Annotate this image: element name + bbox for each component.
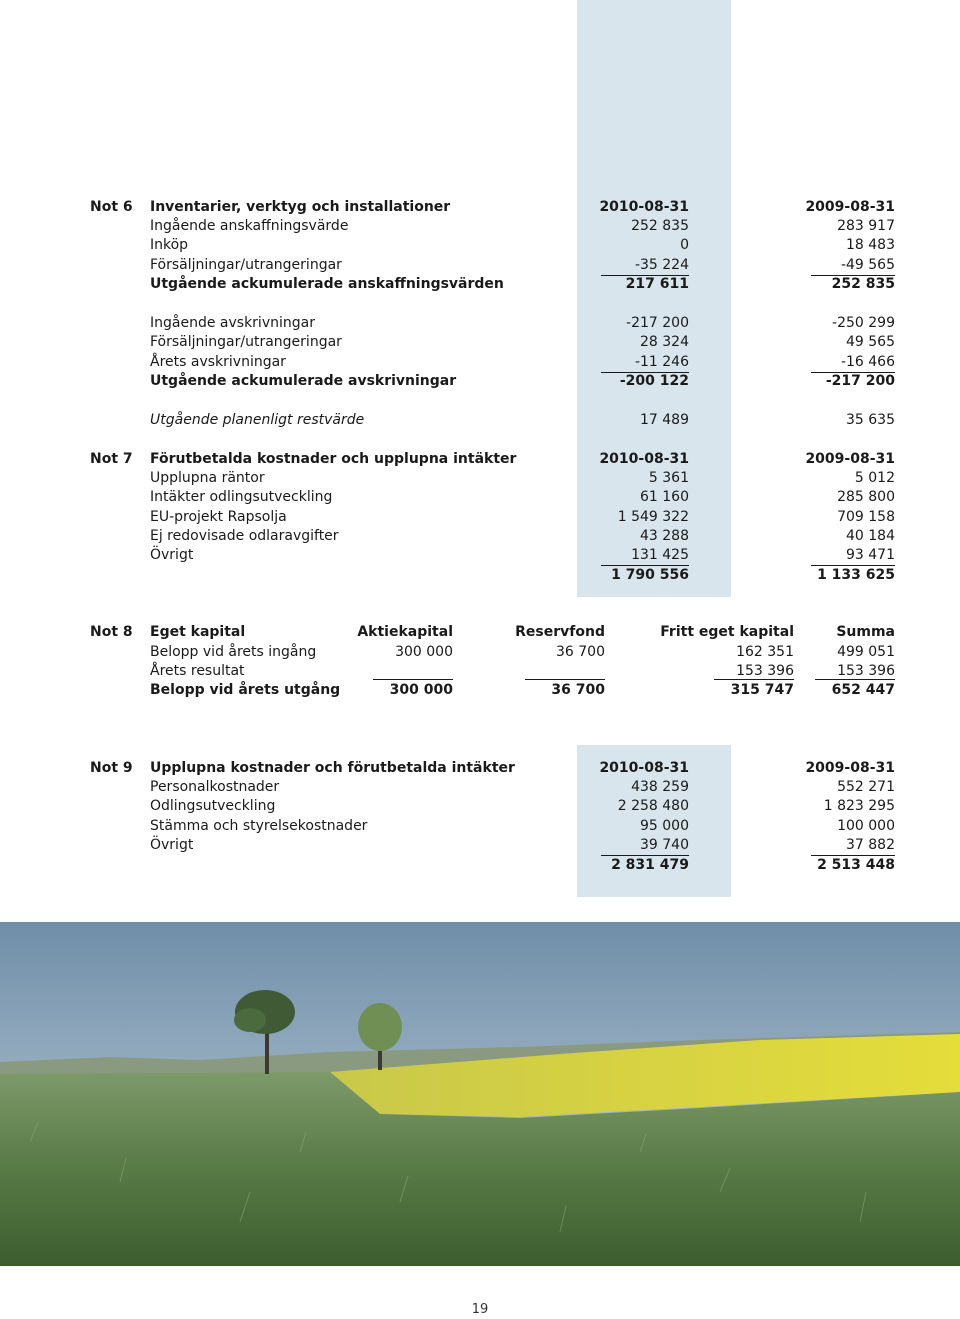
total-2009: 2 513 448: [817, 857, 895, 873]
subtotal-row: [0, 275, 960, 294]
value-2009: 252 835: [831, 276, 895, 292]
value-2010: -35 224: [601, 256, 689, 276]
column-header-2009: 2009-08-31: [805, 760, 895, 776]
row-label: Ej redovisade odlaravgifter: [150, 528, 339, 544]
value-summa: 499 051: [837, 644, 895, 660]
table-row: [0, 469, 960, 488]
table-row: [0, 817, 960, 836]
row-label: Intäkter odlingsutveckling: [150, 489, 333, 505]
row-label: Årets avskrivningar: [150, 354, 286, 370]
value-2010: 17 489: [640, 412, 689, 428]
total-2010: 1 790 556: [611, 567, 689, 583]
row-label: Övrigt: [150, 547, 194, 563]
table-row: [0, 236, 960, 255]
value-2010: -200 122: [619, 373, 689, 389]
row-label: EU-projekt Rapsolja: [150, 509, 287, 525]
sum-line: [714, 679, 794, 680]
value-2010: 438 259: [631, 779, 689, 795]
column-header-aktiekapital: Aktiekapital: [357, 624, 453, 640]
table-row: [0, 353, 960, 372]
total-row: [0, 681, 960, 700]
row-label: Försäljningar/utrangeringar: [150, 334, 342, 350]
sum-line: [815, 679, 895, 680]
value-2010: -217 200: [626, 315, 689, 331]
value-2010: 39 740: [601, 836, 689, 856]
table-row: [0, 546, 960, 565]
table-row: [0, 508, 960, 527]
value-2010: 217 611: [625, 276, 689, 292]
subtotal-row: [0, 372, 960, 391]
row-label: Ingående anskaffningsvärde: [150, 218, 349, 234]
row-label: Personalkostnader: [150, 779, 280, 795]
value-2009: 100 000: [837, 818, 895, 834]
value-2009: 40 184: [846, 528, 895, 544]
row-label: Ingående avskrivningar: [150, 315, 315, 331]
value-summa: 652 447: [831, 682, 895, 698]
value-2010: 43 288: [640, 528, 689, 544]
total-2010: 2 831 479: [611, 857, 689, 873]
landscape-photo: [0, 922, 960, 1266]
table-row: [0, 778, 960, 797]
note6-header-row: [0, 198, 960, 217]
value-2009: 285 800: [837, 489, 895, 505]
table-row: [0, 643, 960, 662]
row-label: Övrigt: [150, 837, 194, 853]
table-row: [0, 836, 960, 855]
table-row: [0, 256, 960, 275]
row-label: Utgående planenligt restvärde: [150, 412, 365, 428]
column-header-2010: 2010-08-31: [599, 199, 689, 215]
total-row: [0, 856, 960, 875]
row-label: Upplupna räntor: [150, 470, 265, 486]
column-header-reservfond: Reservfond: [515, 624, 605, 640]
note8-header-row: [0, 623, 960, 642]
value-2010: 131 425: [601, 546, 689, 566]
total-2009: 1 133 625: [817, 567, 895, 583]
table-row: [0, 488, 960, 507]
row-label: Stämma och styrelsekostnader: [150, 818, 368, 834]
value-2009: -250 299: [832, 315, 895, 331]
sum-line: [525, 679, 605, 680]
value-2009: 49 565: [846, 334, 895, 350]
note-title: Förutbetalda kostnader och upplupna intäkter: [150, 451, 517, 467]
value-2010: 95 000: [640, 818, 689, 834]
table-row: [0, 333, 960, 352]
table-row: [0, 217, 960, 236]
row-label: Utgående ackumulerade anskaffningsvärden: [150, 276, 504, 292]
note-label: Not 7: [90, 451, 133, 467]
total-row: [0, 566, 960, 585]
column-header-2010: 2010-08-31: [599, 760, 689, 776]
value-2009: -217 200: [825, 373, 895, 389]
value-2010: 252 835: [631, 218, 689, 234]
row-label: Årets resultat: [150, 663, 245, 679]
value-2009: 5 012: [854, 470, 895, 486]
value-2010: 61 160: [640, 489, 689, 505]
value-fritt-eget-kapital: 315 747: [730, 682, 794, 698]
table-row: [0, 797, 960, 816]
table-row: [0, 314, 960, 333]
note-label: Not 8: [90, 624, 133, 640]
note-label: Not 9: [90, 760, 133, 776]
row-label: Försäljningar/utrangeringar: [150, 257, 342, 273]
value-fritt-eget-kapital: 153 396: [736, 663, 794, 679]
sum-line: [373, 679, 453, 680]
value-2010: 0: [680, 237, 689, 253]
value-aktiekapital: 300 000: [389, 682, 453, 698]
value-2010: 2 258 480: [617, 798, 689, 814]
value-fritt-eget-kapital: 162 351: [736, 644, 794, 660]
note-title: Eget kapital: [150, 624, 246, 640]
note9-header-row: [0, 759, 960, 778]
value-2009: 709 158: [837, 509, 895, 525]
value-2009: 18 483: [846, 237, 895, 253]
column-header-2009: 2009-08-31: [805, 199, 895, 215]
value-2010: 1 549 322: [617, 509, 689, 525]
column-header-summa: Summa: [836, 624, 895, 640]
value-2009: -49 565: [811, 256, 895, 276]
value-reservfond: 36 700: [556, 644, 605, 660]
row-label: Inköp: [150, 237, 189, 253]
row-label: Belopp vid årets ingång: [150, 644, 317, 660]
note-title: Inventarier, verktyg och installationer: [150, 199, 451, 215]
value-2009: 283 917: [837, 218, 895, 234]
note-title: Upplupna kostnader och förutbetalda intäkter: [150, 760, 515, 776]
table-row: [0, 527, 960, 546]
value-2010: 28 324: [640, 334, 689, 350]
value-2010: -11 246: [601, 353, 689, 373]
note7-header-row: [0, 450, 960, 469]
row-label: Belopp vid årets utgång: [150, 682, 341, 698]
column-header-2010: 2010-08-31: [599, 451, 689, 467]
note-label: Not 6: [90, 199, 133, 215]
value-2009: 1 823 295: [823, 798, 895, 814]
row-label: Utgående ackumulerade avskrivningar: [150, 373, 457, 389]
value-summa: 153 396: [837, 663, 895, 679]
value-reservfond: 36 700: [551, 682, 605, 698]
value-2010: 5 361: [648, 470, 689, 486]
row-label: Odlingsutveckling: [150, 798, 276, 814]
column-header-2009: 2009-08-31: [805, 451, 895, 467]
value-2009: -16 466: [811, 353, 895, 373]
value-2009: 35 635: [846, 412, 895, 428]
value-2009: 93 471: [811, 546, 895, 566]
value-aktiekapital: 300 000: [395, 644, 453, 660]
column-header-fritt-eget-kapital: Fritt eget kapital: [660, 624, 794, 640]
value-2009: 552 271: [837, 779, 895, 795]
residual-value-row: [0, 411, 960, 430]
page-number: 19: [471, 1302, 489, 1317]
value-2009: 37 882: [811, 836, 895, 856]
